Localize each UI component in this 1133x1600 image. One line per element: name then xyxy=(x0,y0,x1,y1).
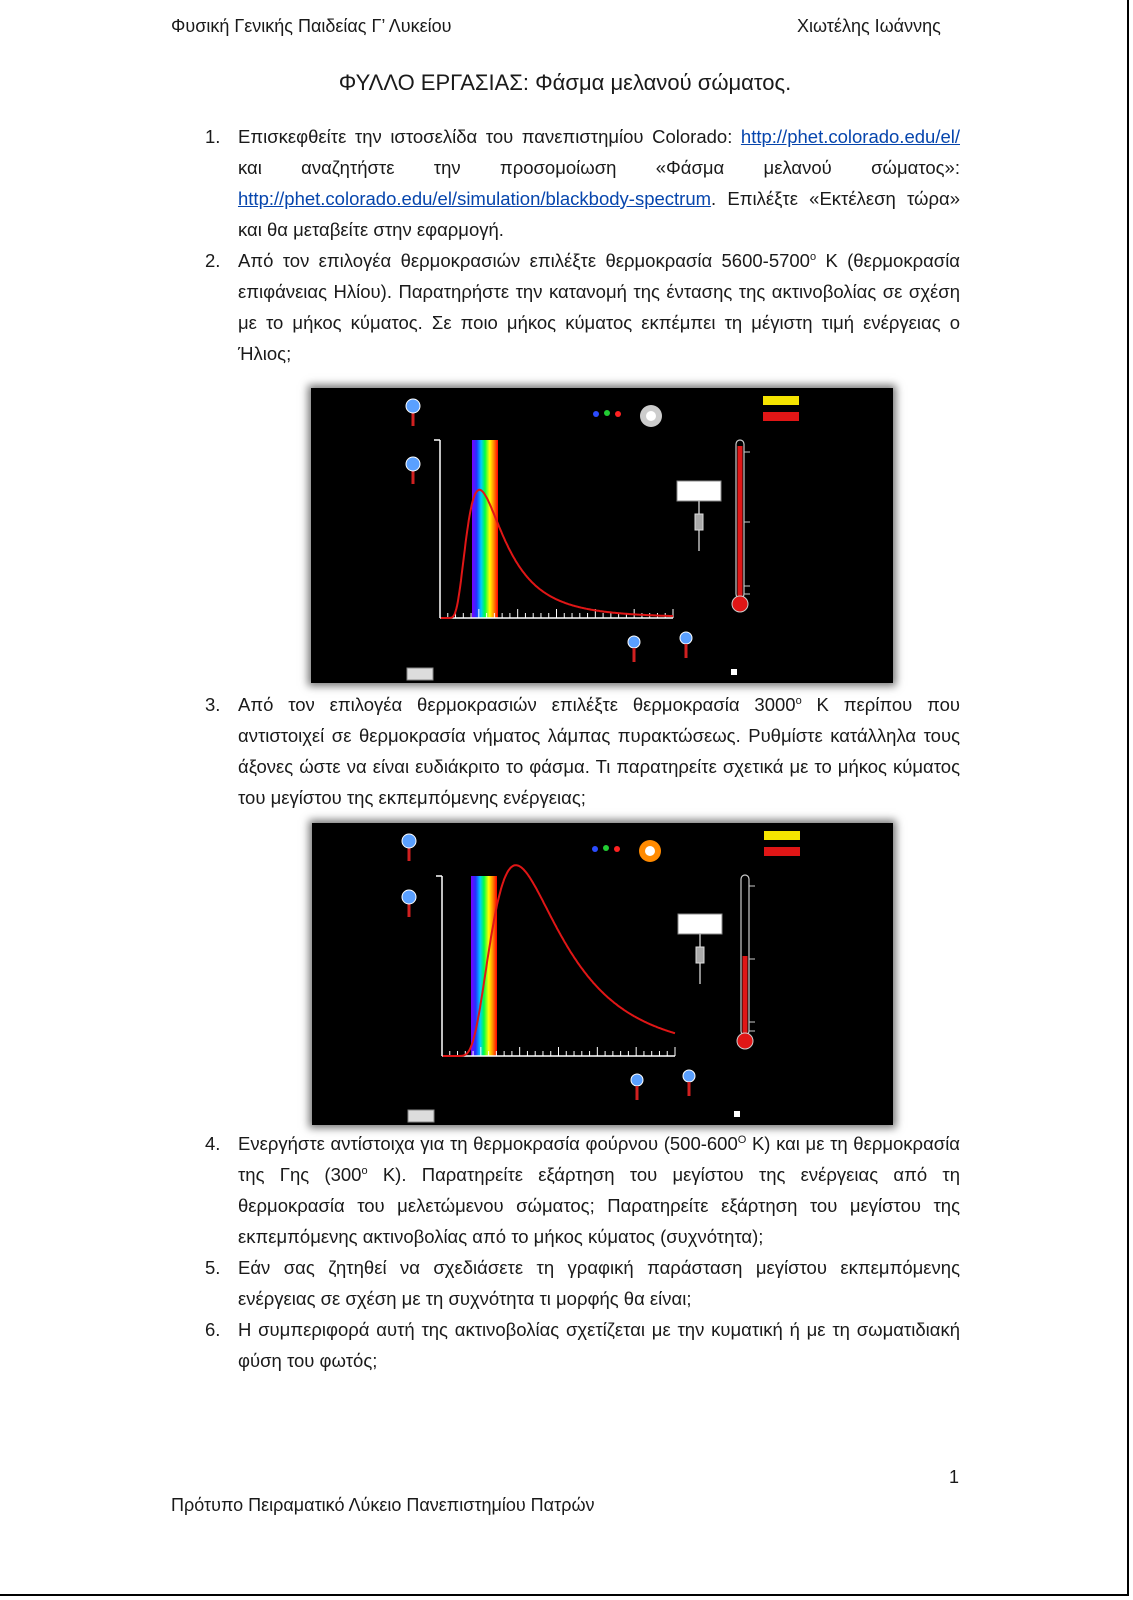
sim-screenshot-lamp xyxy=(312,823,893,1125)
footer-institution: Πρότυπο Πειραματικό Λύκειο Πανεπιστημίου Πατρών xyxy=(171,1495,595,1515)
visible-spectrum-band xyxy=(472,440,498,618)
keep-spectrum-checkbox xyxy=(731,669,737,675)
zoom-in-button-bottom xyxy=(628,636,640,648)
reset-button xyxy=(407,668,433,680)
question-1: 1. Επισκεφθείτε την ιστοσελίδα του πανεπιστημίου Colorado: http://phet.colorado.edu/el/ και αναζητήστε την προσομοίωση «Φάσμα μελανού σώματος»: http://phet.colorado.edu/el/simulation/blackbody-spectrum. Επιλέξτε «Εκτέλεση τώρα» και θα μεταβείτε στην εφαρμογή. xyxy=(205,126,960,240)
question-6: 6. Η συμπεριφορά αυτή της ακτινοβολίας σχετίζεται με την κυματική ή με τη σωματιδιακή φύση του φωτός; xyxy=(205,1319,960,1371)
question-list-b xyxy=(205,689,960,813)
temperature-slider-thumb xyxy=(696,947,704,963)
star-icon-core xyxy=(645,846,655,856)
question-list-c xyxy=(205,1128,960,1376)
zoom-out-button-bottom xyxy=(680,632,692,644)
zoom-in-button-left xyxy=(402,890,416,904)
question-3: 3. Από τον επιλογέα θερμοκρασιών επιλέξτε θερμοκρασία 3000$^o$ K περίπου που αντιστοιχεί σε θερμοκρασία νήματος λάμπας πυρακτώσεως. Ρυθμίστε κατάλληλα τους άξονες ώστε να είναι ευδιάκριτο το φάσμα. Τι παρατηρείτε σχετικά με το μήκος κύματος του μεγίστου της εκπεμπόμενης ενέργειας; xyxy=(205,694,960,808)
visible-spectrum-band xyxy=(471,876,497,1056)
thermometer-fill xyxy=(743,956,748,1035)
sim-screenshot-sun xyxy=(311,388,893,683)
red-indicator xyxy=(615,411,621,417)
zoom-out-button-top xyxy=(406,399,420,413)
star-icon-core xyxy=(646,411,656,421)
page-title: ΦΥΛΛΟ ΕΡΓΑΣΙΑΣ: Φάσμα μελανού σώματος. xyxy=(338,70,792,95)
page-number: 1 xyxy=(949,1467,960,1487)
save-button xyxy=(763,396,799,405)
clear-button xyxy=(764,847,800,856)
thermometer-bulb xyxy=(737,1033,753,1049)
save-button xyxy=(764,831,800,840)
green-indicator xyxy=(603,845,609,851)
blackbody-simulation xyxy=(311,388,893,683)
reset-button xyxy=(408,1110,434,1122)
clear-button xyxy=(763,412,799,421)
temperature-slider-thumb xyxy=(695,514,703,530)
zoom-in-button-bottom xyxy=(631,1074,643,1086)
thermometer-bulb xyxy=(732,596,748,612)
zoom-out-button-bottom xyxy=(683,1070,695,1082)
blue-indicator xyxy=(592,846,598,852)
temperature-field xyxy=(678,914,722,934)
red-indicator xyxy=(614,846,620,852)
question-5: 5. Εάν σας ζητηθεί να σχεδιάσετε τη γραφική παράσταση μεγίστου εκπεμπόμενης ενέργειας σε σχέση με τη συχνότητα τι μορφής θα είναι; xyxy=(205,1257,960,1309)
keep-spectrum-checkbox xyxy=(734,1111,740,1117)
zoom-out-button-top xyxy=(402,834,416,848)
phet-home-link[interactable]: http://phet.colorado.edu/el/ xyxy=(740,126,960,147)
blackbody-sim-link[interactable]: http://phet.colorado.edu/el/simulation/blackbody-spectrum xyxy=(238,188,712,209)
thermometer-fill xyxy=(738,446,743,598)
header-course: Φυσική Γενικής Παιδείας Γ’ Λυκείου xyxy=(171,16,452,36)
question-list-a xyxy=(205,121,960,369)
question-2: 2. Από τον επιλογέα θερμοκρασιών επιλέξτε θερμοκρασία 5600-5700$^o$ K (θερμοκρασία επιφάνειας Ηλίου). Παρατηρήστε την κατανομή της έντασης της ακτινοβολίας σε σχέση με το μήκος κύματος. Σε ποιο μήκος κύματος εκπέμπει τη μέγιστη τιμή ενέργειας ο Ήλιος; xyxy=(205,250,961,364)
temperature-field xyxy=(677,481,721,501)
blackbody-simulation xyxy=(312,823,893,1125)
blue-indicator xyxy=(593,411,599,417)
green-indicator xyxy=(604,410,610,416)
zoom-in-button-left xyxy=(406,457,420,471)
header-author: Χιωτέλης Ιωάννης xyxy=(797,16,941,36)
question-4: 4. Ενεργήστε αντίστοιχα για τη θερμοκρασία φούρνου ($500-600^O$ K) και με τη θερμοκρασία της Γης (300$^o$ K). Παρατηρείτε εξάρτηση του μεγίστου της ενέργειας από τη θερμοκρασία του μελετώμενου σώματος; Παρατηρείτε εξάρτηση του μεγίστου της εκπεμπόμενης ακτινοβολίας από το μήκος κύματος (συχνότητα); xyxy=(205,1133,960,1247)
